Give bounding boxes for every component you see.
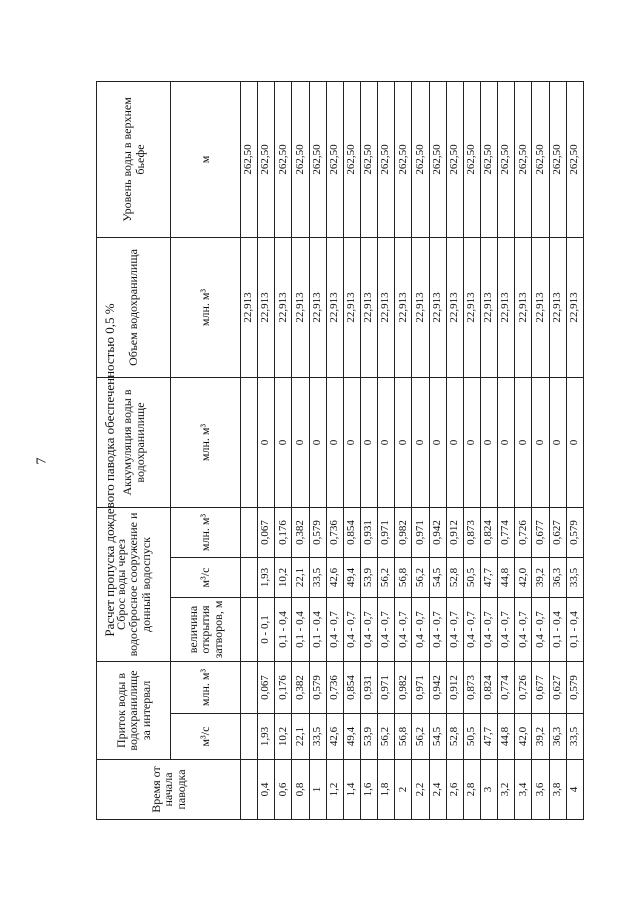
cell-discharge-rate: 22,1 — [292, 558, 309, 598]
table-row — [292, 81, 309, 819]
cell-level: 262,50 — [446, 81, 463, 237]
cell-volume: 22,913 — [566, 237, 583, 377]
cell-inflow-rate: 33,5 — [566, 714, 583, 760]
rotated-table-container — [96, 82, 584, 820]
cell-volume: 22,913 — [515, 237, 532, 377]
cell-inflow-volume: 0,824 — [480, 662, 497, 714]
cell-volume: 22,913 — [275, 237, 292, 377]
cell-level: 262,50 — [395, 81, 412, 237]
cell-discharge-rate: 52,8 — [446, 558, 463, 598]
cell-discharge-rate: 53,9 — [360, 558, 377, 598]
cell-inflow-volume: 0,627 — [549, 662, 566, 714]
cell-inflow-volume: 0,971 — [412, 662, 429, 714]
cell-discharge-volume: 0,824 — [480, 507, 497, 557]
table-row — [429, 81, 446, 819]
cell-inflow-volume: 0,067 — [258, 662, 275, 714]
cell-discharge-volume: 0,873 — [463, 507, 480, 557]
cell-level: 262,50 — [480, 81, 497, 237]
table-caption: Расчет пропуска дождевого паводка обеспеченностью 0,5 % — [102, 303, 117, 637]
cell-discharge-volume: 0,971 — [378, 507, 395, 557]
table-row — [515, 81, 532, 819]
cell-discharge-rate: 36,3 — [549, 558, 566, 598]
flood-routing-table — [96, 81, 584, 820]
cell-accumulation: 0 — [549, 377, 566, 507]
cell-discharge-rate: 42,6 — [326, 558, 343, 598]
cell-gate-opening: 0,4 - 0,7 — [532, 598, 549, 662]
cell-level: 262,50 — [566, 81, 583, 237]
cell-inflow-rate: 54,5 — [429, 714, 446, 760]
cell-time: 2,6 — [446, 760, 463, 820]
cell-accumulation: 0 — [412, 377, 429, 507]
cell-inflow-rate: 47,7 — [480, 714, 497, 760]
cell-time: 1,6 — [360, 760, 377, 820]
cell-discharge-rate: 10,2 — [275, 558, 292, 598]
cell-time: 1,2 — [326, 760, 343, 820]
cell-gate-opening: 0,1 - 0,4 — [566, 598, 583, 662]
cell-level: 262,50 — [532, 81, 549, 237]
cell-discharge-volume: 0,912 — [446, 507, 463, 557]
cell-gate-opening: 0,4 - 0,7 — [480, 598, 497, 662]
cell-inflow-rate: 53,9 — [360, 714, 377, 760]
cell-discharge-rate: 56,8 — [395, 558, 412, 598]
cell-gate-opening: 0,1 - 0,4 — [549, 598, 566, 662]
cell-discharge-rate: 47,7 — [480, 558, 497, 598]
cell-inflow-volume: 0,931 — [360, 662, 377, 714]
page-number: 7 — [34, 457, 50, 465]
cell-volume: 22,913 — [241, 237, 258, 377]
cell-level: 262,50 — [429, 81, 446, 237]
cell-inflow-rate: 56,2 — [412, 714, 429, 760]
cell-inflow-rate: 44,8 — [498, 714, 515, 760]
cell-discharge-rate: 39,2 — [532, 558, 549, 598]
cell-level: 262,50 — [498, 81, 515, 237]
cell-inflow-volume: 0,774 — [498, 662, 515, 714]
cell-accumulation: 0 — [446, 377, 463, 507]
unit-inflow-volume: млн. м³ — [171, 662, 241, 714]
cell-level: 262,50 — [258, 81, 275, 237]
cell-accumulation: 0 — [275, 377, 292, 507]
cell-inflow-volume: 0,971 — [378, 662, 395, 714]
table-body — [241, 81, 584, 819]
cell-volume: 22,913 — [412, 237, 429, 377]
cell-inflow-volume: 0,176 — [275, 662, 292, 714]
cell-inflow-rate: 10,2 — [275, 714, 292, 760]
cell-level: 262,50 — [326, 81, 343, 237]
cell-discharge-rate: 54,5 — [429, 558, 446, 598]
cell-inflow-volume: 0,579 — [309, 662, 326, 714]
cell-gate-opening: 0,4 - 0,7 — [515, 598, 532, 662]
cell-gate-opening: 0,4 - 0,7 — [343, 598, 360, 662]
cell-inflow-rate: 50,5 — [463, 714, 480, 760]
cell-time: 3,2 — [498, 760, 515, 820]
table-row — [412, 81, 429, 819]
cell-inflow-volume: 0,677 — [532, 662, 549, 714]
cell-volume: 22,913 — [463, 237, 480, 377]
cell-level: 262,50 — [309, 81, 326, 237]
cell-accumulation — [241, 377, 258, 507]
cell-discharge-rate: 49,4 — [343, 558, 360, 598]
cell-volume: 22,913 — [498, 237, 515, 377]
cell-inflow-rate: 22,1 — [292, 714, 309, 760]
cell-discharge-volume: 0,931 — [360, 507, 377, 557]
cell-level: 262,50 — [549, 81, 566, 237]
cell-accumulation: 0 — [360, 377, 377, 507]
table-row — [480, 81, 497, 819]
cell-inflow-rate: 42,0 — [515, 714, 532, 760]
cell-discharge-volume: 0,774 — [498, 507, 515, 557]
cell-gate-opening: 0,1 - 0,4 — [309, 598, 326, 662]
cell-gate-opening: 0,4 - 0,7 — [326, 598, 343, 662]
cell-gate-opening: 0,4 - 0,7 — [446, 598, 463, 662]
cell-time: 2,8 — [463, 760, 480, 820]
cell-gate-opening: 0,4 - 0,7 — [429, 598, 446, 662]
cell-discharge-rate: 50,5 — [463, 558, 480, 598]
cell-level: 262,50 — [343, 81, 360, 237]
cell-inflow-volume: 0,942 — [429, 662, 446, 714]
cell-discharge-rate: 42,0 — [515, 558, 532, 598]
cell-discharge-rate — [241, 558, 258, 598]
cell-accumulation: 0 — [258, 377, 275, 507]
header-volume: Объем водохранилища — [97, 237, 171, 377]
cell-time — [241, 760, 258, 820]
cell-time: 3,8 — [549, 760, 566, 820]
cell-accumulation: 0 — [395, 377, 412, 507]
cell-accumulation: 0 — [292, 377, 309, 507]
cell-accumulation: 0 — [309, 377, 326, 507]
cell-gate-opening: 0,4 - 0,7 — [498, 598, 515, 662]
cell-discharge-volume: 0,982 — [395, 507, 412, 557]
cell-accumulation: 0 — [515, 377, 532, 507]
cell-gate-opening: 0,1 - 0,4 — [292, 598, 309, 662]
cell-gate-opening: 0,1 - 0,4 — [275, 598, 292, 662]
unit-discharge-volume: млн. м³ — [171, 507, 241, 557]
cell-time: 2 — [395, 760, 412, 820]
cell-discharge-volume: 0,176 — [275, 507, 292, 557]
cell-discharge-rate: 33,5 — [566, 558, 583, 598]
cell-accumulation: 0 — [343, 377, 360, 507]
table-row — [566, 81, 583, 819]
cell-discharge-rate: 44,8 — [498, 558, 515, 598]
cell-inflow-rate: 1,93 — [258, 714, 275, 760]
unit-volume: млн. м³ — [171, 237, 241, 377]
cell-discharge-rate: 56,2 — [412, 558, 429, 598]
cell-inflow-volume: 0,579 — [566, 662, 583, 714]
cell-volume: 22,913 — [326, 237, 343, 377]
table-row — [343, 81, 360, 819]
table-row — [463, 81, 480, 819]
cell-inflow-volume — [241, 662, 258, 714]
cell-discharge-volume: 0,726 — [515, 507, 532, 557]
cell-accumulation: 0 — [532, 377, 549, 507]
cell-volume: 22,913 — [378, 237, 395, 377]
cell-time: 4 — [566, 760, 583, 820]
cell-level: 262,50 — [412, 81, 429, 237]
cell-time: 1,8 — [378, 760, 395, 820]
cell-gate-opening — [241, 598, 258, 662]
table-row — [275, 81, 292, 819]
cell-accumulation: 0 — [498, 377, 515, 507]
header-discharge: Сброс воды через водосбросное сооружение и донный водоспуск — [97, 507, 171, 661]
cell-inflow-volume: 0,854 — [343, 662, 360, 714]
cell-discharge-volume: 0,067 — [258, 507, 275, 557]
cell-discharge-volume: 0,382 — [292, 507, 309, 557]
cell-time: 1 — [309, 760, 326, 820]
cell-volume: 22,913 — [309, 237, 326, 377]
cell-volume: 22,913 — [395, 237, 412, 377]
unit-discharge-rate: м³/с — [171, 558, 241, 598]
cell-accumulation: 0 — [463, 377, 480, 507]
cell-discharge-volume: 0,579 — [309, 507, 326, 557]
table-row — [395, 81, 412, 819]
unit-gate-opening: величина открытия затворов, м — [171, 598, 241, 662]
cell-level: 262,50 — [292, 81, 309, 237]
cell-level: 262,50 — [378, 81, 395, 237]
cell-gate-opening: 0,4 - 0,7 — [378, 598, 395, 662]
table-row-initial — [241, 81, 258, 819]
cell-volume: 22,913 — [258, 237, 275, 377]
cell-time: 1,4 — [343, 760, 360, 820]
cell-time: 2,4 — [429, 760, 446, 820]
header-inflow: Приток воды в водохранилище за интервал — [97, 662, 171, 760]
cell-gate-opening: 0,4 - 0,7 — [395, 598, 412, 662]
cell-inflow-rate: 36,3 — [549, 714, 566, 760]
cell-level: 262,50 — [515, 81, 532, 237]
table-row — [378, 81, 395, 819]
cell-inflow-volume: 0,912 — [446, 662, 463, 714]
cell-inflow-rate: 42,6 — [326, 714, 343, 760]
cell-level: 262,50 — [360, 81, 377, 237]
cell-volume: 22,913 — [429, 237, 446, 377]
cell-volume: 22,913 — [343, 237, 360, 377]
header-level: Уровень воды в верхнем бьефе — [97, 81, 171, 237]
cell-volume: 22,913 — [532, 237, 549, 377]
cell-discharge-volume: 0,579 — [566, 507, 583, 557]
cell-volume: 22,913 — [292, 237, 309, 377]
cell-volume: 22,913 — [360, 237, 377, 377]
cell-discharge-rate: 33,5 — [309, 558, 326, 598]
table-row — [446, 81, 463, 819]
header-accumulation: Аккумуляция воды в водохранилище — [97, 377, 171, 507]
cell-level: 262,50 — [275, 81, 292, 237]
cell-inflow-rate: 56,2 — [378, 714, 395, 760]
cell-gate-opening: 0,4 - 0,7 — [412, 598, 429, 662]
cell-inflow-volume: 0,873 — [463, 662, 480, 714]
cell-accumulation: 0 — [480, 377, 497, 507]
table-row — [258, 81, 275, 819]
cell-gate-opening: 0,4 - 0,7 — [463, 598, 480, 662]
cell-discharge-volume: 0,854 — [343, 507, 360, 557]
cell-discharge-volume — [241, 507, 258, 557]
cell-time: 0,6 — [275, 760, 292, 820]
cell-discharge-volume: 0,942 — [429, 507, 446, 557]
unit-level: м — [171, 81, 241, 237]
cell-volume: 22,913 — [549, 237, 566, 377]
cell-volume: 22,913 — [446, 237, 463, 377]
cell-inflow-rate: 52,8 — [446, 714, 463, 760]
cell-discharge-rate: 1,93 — [258, 558, 275, 598]
header-time: Время от начала паводка — [97, 760, 241, 820]
cell-inflow-rate: 49,4 — [343, 714, 360, 760]
cell-discharge-volume: 0,627 — [549, 507, 566, 557]
cell-inflow-volume: 0,982 — [395, 662, 412, 714]
cell-inflow-volume: 0,382 — [292, 662, 309, 714]
table-row — [498, 81, 515, 819]
unit-inflow-rate: м³/с — [171, 714, 241, 760]
cell-inflow-rate: 33,5 — [309, 714, 326, 760]
table-row — [309, 81, 326, 819]
cell-level: 262,50 — [463, 81, 480, 237]
cell-time: 3,6 — [532, 760, 549, 820]
cell-discharge-rate: 56,2 — [378, 558, 395, 598]
cell-time: 2,2 — [412, 760, 429, 820]
table-row — [360, 81, 377, 819]
cell-volume: 22,913 — [480, 237, 497, 377]
cell-gate-opening: 0,4 - 0,7 — [360, 598, 377, 662]
cell-inflow-rate — [241, 714, 258, 760]
cell-inflow-rate: 39,2 — [532, 714, 549, 760]
table-row — [549, 81, 566, 819]
cell-inflow-volume: 0,736 — [326, 662, 343, 714]
cell-gate-opening: 0 - 0,1 — [258, 598, 275, 662]
cell-accumulation: 0 — [326, 377, 343, 507]
cell-inflow-rate: 56,8 — [395, 714, 412, 760]
cell-level: 262,50 — [241, 81, 258, 237]
cell-time: 3,4 — [515, 760, 532, 820]
cell-discharge-volume: 0,971 — [412, 507, 429, 557]
cell-accumulation: 0 — [378, 377, 395, 507]
unit-accumulation: млн. м³ — [171, 377, 241, 507]
table-row — [326, 81, 343, 819]
cell-accumulation: 0 — [429, 377, 446, 507]
cell-time: 0,4 — [258, 760, 275, 820]
table-row — [532, 81, 549, 819]
cell-accumulation: 0 — [566, 377, 583, 507]
cell-discharge-volume: 0,677 — [532, 507, 549, 557]
cell-time: 0,8 — [292, 760, 309, 820]
cell-inflow-volume: 0,726 — [515, 662, 532, 714]
cell-discharge-volume: 0,736 — [326, 507, 343, 557]
rotated-table — [96, 82, 584, 820]
cell-time: 3 — [480, 760, 497, 820]
